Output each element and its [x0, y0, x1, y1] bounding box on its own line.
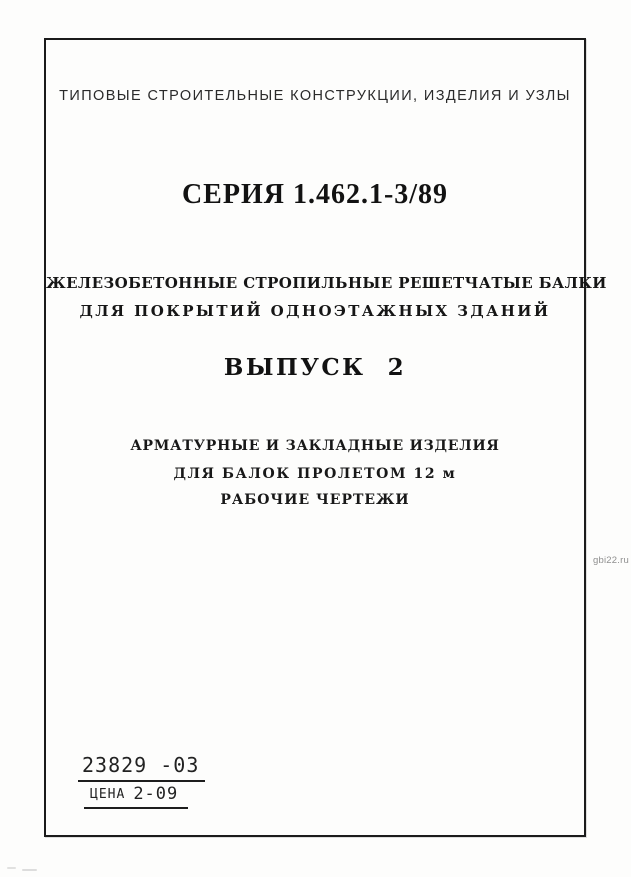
subtitle-line-3: РАБОЧИЕ ЧЕРТЕЖИ [220, 492, 410, 508]
series-title: СЕРИЯ 1.462.1-3/89 [181, 179, 449, 210]
issue-number: 2 [387, 354, 407, 381]
stamp-code: 23829 -03 [78, 753, 205, 782]
title-line-2: ДЛЯ ПОКРЫТИЙ ОДНОЭТАЖНЫХ ЗДАНИЙ [79, 302, 551, 320]
price-stamp [78, 753, 205, 809]
issue-title [46, 354, 584, 381]
title-line-1: ЖЕЛЕЗОБЕТОННЫЕ СТРОПИЛЬНЫЕ РЕШЕТЧАТЫЕ БАЛКИ [46, 274, 607, 292]
subtitle-line-1: АРМАТУРНЫЕ И ЗАКЛАДНЫЕ ИЗДЕЛИЯ [130, 438, 500, 454]
scan-smudge [22, 869, 37, 871]
issue-label: ВЫПУСК [223, 354, 366, 381]
stamp-price-label: ЦЕНА [90, 787, 126, 802]
stamp-price-value: 2-09 [133, 784, 179, 804]
page-border-frame [44, 38, 607, 837]
subtitle-line-2: ДЛЯ БАЛОК ПРОЛЕТОМ 12 м [173, 466, 457, 482]
scan-smudge [7, 867, 16, 869]
stamp-price [84, 784, 188, 809]
watermark-text: gbi22.ru [593, 555, 629, 566]
document-header: ТИПОВЫЕ СТРОИТЕЛЬНЫЕ КОНСТРУКЦИИ, ИЗДЕЛИЯ И УЗЛЫ [59, 88, 571, 104]
